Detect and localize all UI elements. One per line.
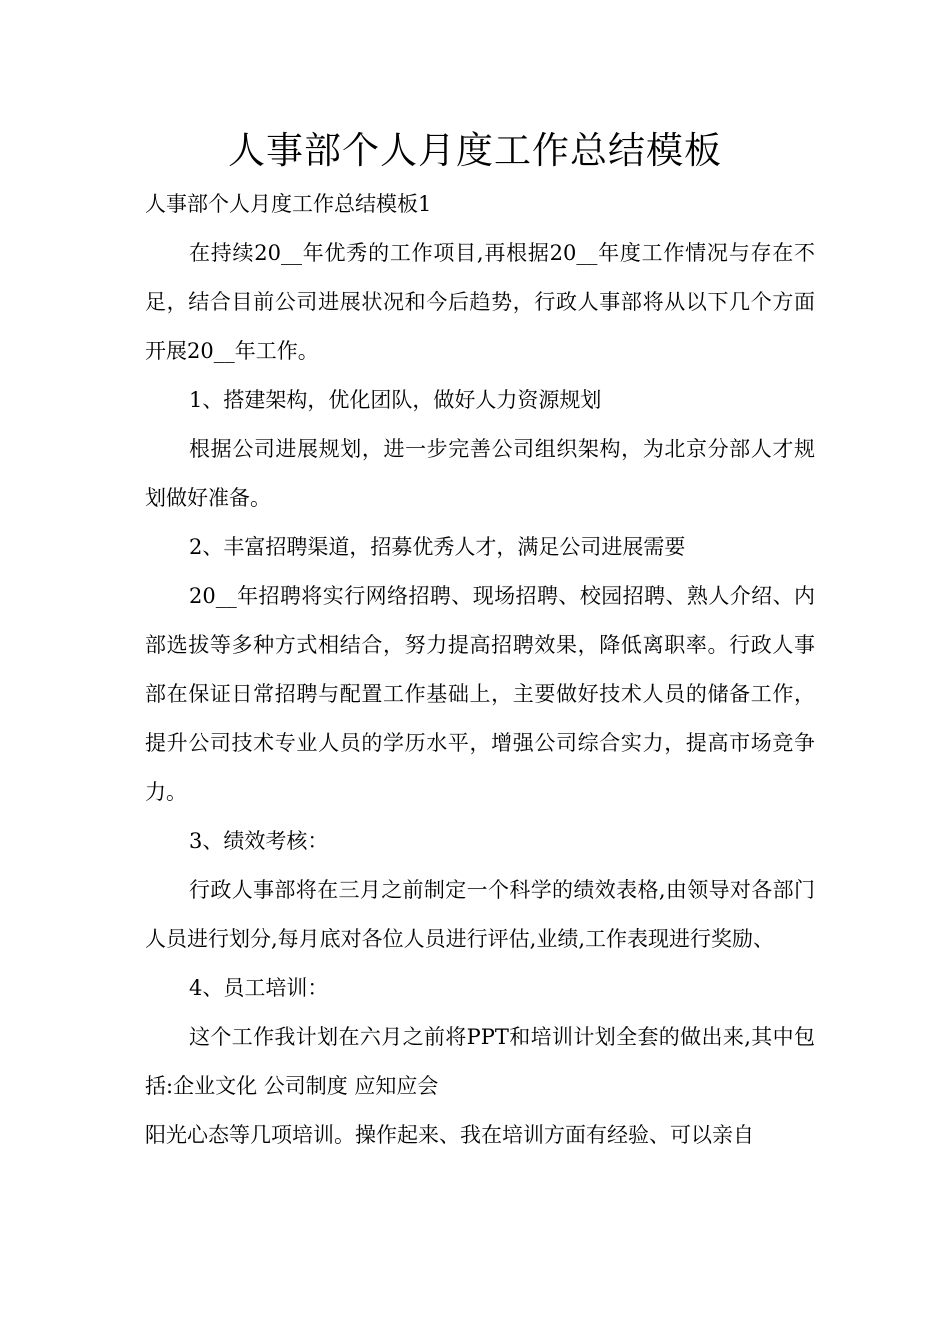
section-body-4: 这个工作我计划在六月之前将PPT和培训计划全套的做出来,其中包括:企业文化 公司制度 应知应会: [145, 1025, 815, 1098]
section-heading-2: 2、丰富招聘渠道，招募优秀人才，满足公司进展需要: [189, 535, 686, 559]
section-body-4-continued: 阳光心态等几项培训。操作起来、我在培训方面有经验、可以亲自: [145, 1123, 754, 1147]
intro-paragraph: 在持续20__年优秀的工作项目,再根据20__年度工作情况与存在不足，结合目前公司进展状况和今后趋势，行政人事部将从以下几个方面开展20__年工作。: [145, 241, 815, 363]
section-body-2: 20__年招聘将实行网络招聘、现场招聘、校园招聘、熟人介绍、内部选拔等多种方式相结合，努力提高招聘效果，降低离职率。行政人事部在保证日常招聘与配置工作基础上，主要做好技术人员的储备工作，提升公司技术专业人员的学历水平，增强公司综合实力，提高市场竞争力。: [145, 584, 815, 804]
section-heading-1: 1、搭建架构，优化团队，做好人力资源规划: [189, 388, 602, 412]
section-body-3: 行政人事部将在三月之前制定一个科学的绩效表格,由领导对各部门人员进行划分,每月底对各位人员进行评估,业绩,工作表现进行奖励、: [145, 878, 815, 951]
section-heading-4: 4、员工培训：: [189, 976, 329, 1000]
section-heading-3: 3、绩效考核：: [189, 829, 329, 853]
template-subtitle: 人事部个人月度工作总结模板1: [145, 192, 432, 216]
document-body: [145, 180, 815, 1160]
section-body-1: 根据公司进展规划，进一步完善公司组织架构，为北京分部人才规划做好准备。: [145, 437, 815, 510]
document-title: 人事部个人月度工作总结模板: [228, 129, 722, 172]
